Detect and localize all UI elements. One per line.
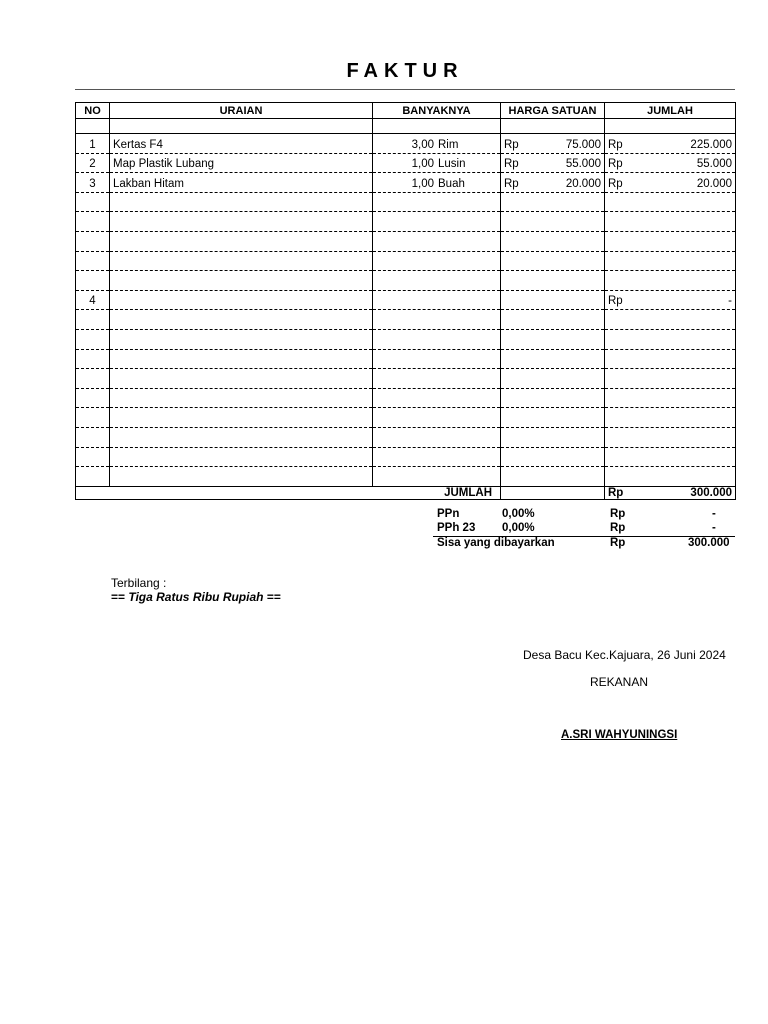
row-qty-cell	[373, 134, 501, 154]
row-price-cell	[501, 231, 605, 251]
row-no-cell	[76, 369, 110, 389]
row-no-cell	[76, 349, 110, 369]
document-title: FAKTUR	[346, 60, 464, 82]
row-unit: Lusin	[438, 158, 466, 171]
row-amount-cell	[605, 408, 736, 428]
header-no: NO	[76, 103, 110, 119]
row-uraian-cell	[110, 153, 373, 173]
sisa-currency: Rp	[610, 537, 626, 549]
place-date: Desa Bacu Kec.Kajuara, 26 Juni 2024	[523, 648, 726, 662]
row-no-cell	[76, 153, 110, 173]
total-currency: Rp	[608, 486, 624, 499]
row-amount-cell	[605, 388, 736, 408]
row-amount-cell	[605, 369, 736, 389]
total-spacer	[501, 486, 605, 499]
row-price-cell	[501, 271, 605, 291]
row-uraian-cell	[110, 369, 373, 389]
row-qty-cell	[373, 408, 501, 428]
row-qty-cell	[373, 447, 501, 467]
row-price-cell	[501, 134, 605, 154]
row-qty-cell	[373, 251, 501, 271]
row-uraian-cell	[110, 427, 373, 447]
table-row	[76, 408, 736, 428]
table-row	[76, 231, 736, 251]
table-row	[76, 271, 736, 291]
row-price-currency: Rp	[504, 158, 519, 171]
ppn-rate: 0,00%	[502, 508, 535, 520]
row-amount-cell	[605, 212, 736, 232]
row-unit: Rim	[438, 138, 459, 151]
row-price-cell	[501, 192, 605, 212]
table-row	[76, 388, 736, 408]
signatory-name: A.SRI WAHYUNINGSI	[561, 729, 678, 741]
row-amount-cell	[605, 153, 736, 173]
row-no-cell	[76, 447, 110, 467]
table-header-row	[76, 103, 736, 119]
row-amount-cell	[605, 192, 736, 212]
table-row	[76, 192, 736, 212]
row-qty-cell	[373, 427, 501, 447]
total-cell	[605, 486, 736, 499]
row-amount-currency: Rp	[608, 295, 623, 308]
row-qty-cell	[373, 467, 501, 487]
row-qty-cell	[373, 388, 501, 408]
row-price-cell	[501, 329, 605, 349]
ppn-value: -	[712, 508, 716, 520]
row-uraian-cell	[110, 310, 373, 330]
sisa-value: 300.000	[688, 537, 730, 549]
spacer-cell	[501, 119, 605, 134]
table-row	[76, 310, 736, 330]
row-amount-cell	[605, 349, 736, 369]
terbilang-prefix: ==	[111, 590, 126, 604]
row-uraian-cell	[110, 192, 373, 212]
row-no-cell	[76, 212, 110, 232]
title-underline	[75, 89, 735, 90]
invoice-table	[75, 102, 736, 500]
header-jumlah: JUMLAH	[605, 103, 736, 119]
row-qty-cell	[373, 369, 501, 389]
row-uraian-cell	[110, 408, 373, 428]
pph-label: PPh 23	[437, 522, 476, 534]
row-no-cell	[76, 408, 110, 428]
row-uraian-cell	[110, 290, 373, 310]
row-amount-cell	[605, 427, 736, 447]
row-price-cell	[501, 212, 605, 232]
row-no-cell	[76, 173, 110, 193]
row-qty-cell	[373, 231, 501, 251]
row-uraian-cell	[110, 349, 373, 369]
total-label: JUMLAH	[76, 486, 501, 499]
row-uraian: Lakban Hitam	[113, 177, 184, 190]
row-amount: 225.000	[690, 138, 732, 151]
row-qty-cell	[373, 212, 501, 232]
sisa-label: Sisa yang dibayarkan	[437, 537, 555, 549]
terbilang-suffix: ==	[266, 590, 281, 604]
terbilang-label: Terbilang :	[111, 576, 167, 590]
row-amount-cell	[605, 467, 736, 487]
row-qty-cell	[373, 271, 501, 291]
spacer-cell	[373, 119, 501, 134]
header-banyaknya: BANYAKNYA	[373, 103, 501, 119]
row-price-cell	[501, 369, 605, 389]
row-no-cell	[76, 329, 110, 349]
spacer-cell	[110, 119, 373, 134]
table-row	[76, 134, 736, 154]
row-price-cell	[501, 447, 605, 467]
row-amount: -	[728, 295, 732, 308]
row-qty-cell	[373, 290, 501, 310]
spacer-cell	[605, 119, 736, 134]
row-qty: 1,00	[411, 158, 434, 171]
row-no-cell	[76, 134, 110, 154]
row-unit: Buah	[438, 177, 465, 190]
row-price-cell	[501, 349, 605, 369]
table-row	[76, 467, 736, 487]
row-qty-cell	[373, 173, 501, 193]
row-qty: 3,00	[411, 138, 434, 151]
row-amount-cell	[605, 231, 736, 251]
row-uraian-cell	[110, 231, 373, 251]
terbilang-value	[111, 590, 281, 604]
row-uraian-cell	[110, 271, 373, 291]
row-uraian: Kertas F4	[113, 138, 163, 151]
row-uraian-cell	[110, 467, 373, 487]
row-price-cell	[501, 408, 605, 428]
row-amount-cell	[605, 173, 736, 193]
row-no-cell	[76, 231, 110, 251]
row-amount-cell	[605, 271, 736, 291]
row-qty-cell	[373, 349, 501, 369]
row-amount: 20.000	[696, 177, 732, 190]
pph-value: -	[712, 522, 716, 534]
row-amount-cell	[605, 290, 736, 310]
spacer-cell	[76, 119, 110, 134]
row-no-cell	[76, 290, 110, 310]
row-no: 1	[89, 138, 96, 151]
row-no: 3	[89, 177, 96, 190]
row-uraian-cell	[110, 447, 373, 467]
row-price: 75.000	[565, 138, 601, 151]
row-no-cell	[76, 192, 110, 212]
rekanan-label: REKANAN	[590, 675, 649, 689]
total-row	[76, 486, 736, 499]
row-qty-cell	[373, 329, 501, 349]
table-row	[76, 427, 736, 447]
table-row	[76, 212, 736, 232]
table-row	[76, 173, 736, 193]
row-amount-cell	[605, 310, 736, 330]
row-no: 2	[89, 158, 96, 171]
row-qty-cell	[373, 310, 501, 330]
row-price-cell	[501, 467, 605, 487]
row-price-cell	[501, 173, 605, 193]
pph-currency: Rp	[610, 522, 626, 534]
row-price-cell	[501, 427, 605, 447]
row-uraian-cell	[110, 134, 373, 154]
row-price: 55.000	[565, 158, 601, 171]
row-amount-currency: Rp	[608, 177, 623, 190]
row-uraian-cell	[110, 329, 373, 349]
row-uraian: Map Plastik Lubang	[113, 158, 215, 171]
terbilang-text: Tiga Ratus Ribu Rupiah	[128, 590, 264, 604]
row-uraian-cell	[110, 173, 373, 193]
row-price-cell	[501, 310, 605, 330]
spacer-row	[76, 119, 736, 134]
row-amount-cell	[605, 251, 736, 271]
header-harga-satuan: HARGA SATUAN	[501, 103, 605, 119]
table-row	[76, 290, 736, 310]
row-price: 20.000	[565, 177, 601, 190]
row-amount-currency: Rp	[608, 138, 623, 151]
row-amount-cell	[605, 447, 736, 467]
row-price-cell	[501, 388, 605, 408]
row-no-cell	[76, 310, 110, 330]
table-row	[76, 447, 736, 467]
row-price-cell	[501, 251, 605, 271]
total-value: 300.000	[690, 486, 732, 499]
table-row	[76, 153, 736, 173]
row-no-cell	[76, 271, 110, 291]
row-amount-cell	[605, 329, 736, 349]
row-price-cell	[501, 290, 605, 310]
row-amount-cell	[605, 134, 736, 154]
row-amount-currency: Rp	[608, 158, 623, 171]
row-uraian-cell	[110, 212, 373, 232]
row-amount: 55.000	[696, 158, 732, 171]
header-uraian: URAIAN	[110, 103, 373, 119]
row-no-cell	[76, 251, 110, 271]
row-no: 4	[89, 295, 96, 308]
ppn-currency: Rp	[610, 508, 626, 520]
row-price-currency: Rp	[504, 177, 519, 190]
table-row	[76, 251, 736, 271]
table-row	[76, 329, 736, 349]
row-no-cell	[76, 388, 110, 408]
table-row	[76, 369, 736, 389]
table-row	[76, 349, 736, 369]
row-uraian-cell	[110, 251, 373, 271]
row-uraian-cell	[110, 388, 373, 408]
pph-rate: 0,00%	[502, 522, 535, 534]
row-qty-cell	[373, 192, 501, 212]
row-qty: 1,00	[411, 177, 434, 190]
ppn-label: PPn	[437, 508, 460, 520]
row-no-cell	[76, 467, 110, 487]
row-qty-cell	[373, 153, 501, 173]
row-no-cell	[76, 427, 110, 447]
row-price-currency: Rp	[504, 138, 519, 151]
row-price-cell	[501, 153, 605, 173]
